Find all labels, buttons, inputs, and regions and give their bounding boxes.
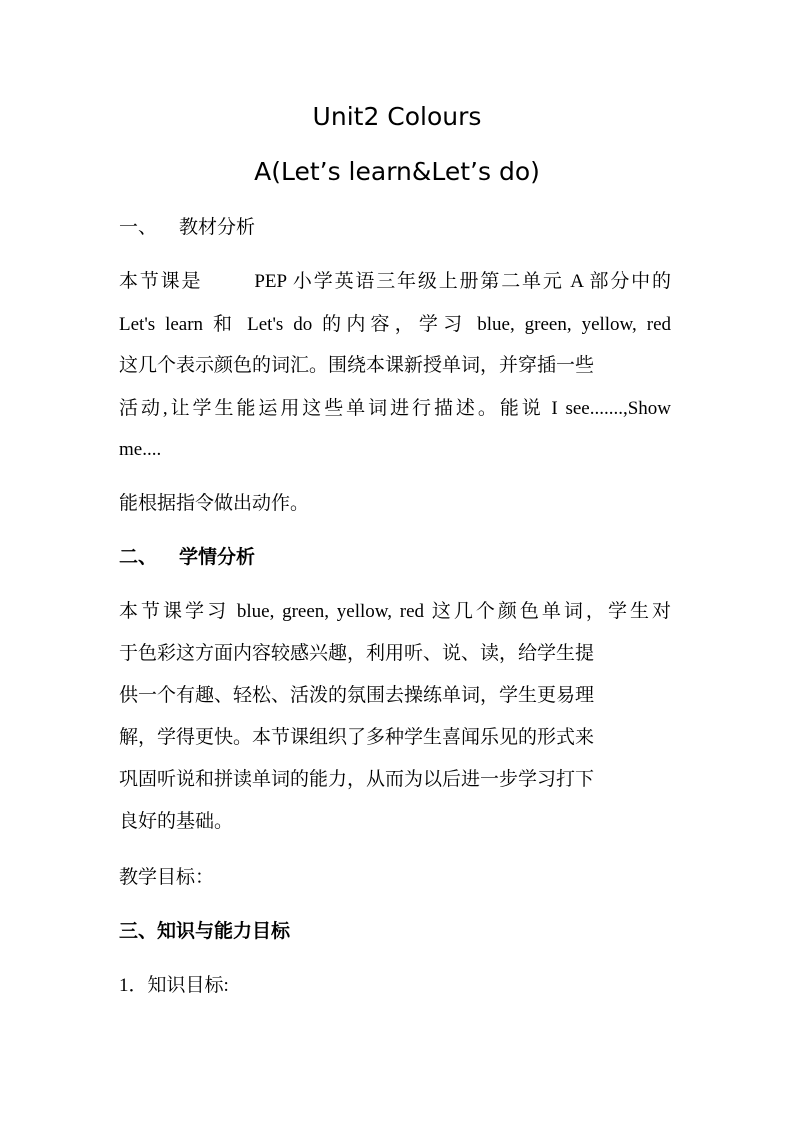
section-1-line-6: 能根据指令做出动作。 [119,493,310,514]
document-subtitle: A(Let’s learn&Let’s do) [254,157,540,186]
section-2-heading [119,544,255,572]
section-1-line-2: Let's learn 和 Let's do 的内容，学习 blue, green, yellow, red [119,314,671,335]
section-2-line-4: 解，学得更快。本节课组织了多种学生喜闻乐见的形式来 [119,727,595,748]
section-1-line-1-text: PEP 小学英语三年级上册第二单元 A 部分中的 [254,271,671,292]
section-2-line-6: 良好的基础。 [119,811,234,832]
knowledge-goal-item: 1．知识目标: [119,975,229,996]
section-1-line-5: me.... [119,439,162,460]
section-3-heading: 三、知识与能力目标 [119,921,291,942]
section-1-lead: 本节课是 [119,271,203,292]
section-2-title: 学情分析 [179,547,256,568]
section-1-line-4: 活动,让学生能运用这些单词进行描述。能说 I see.......,Show [119,398,671,419]
section-1-line-1 [119,268,671,296]
section-2-line-2: 于色彩这方面内容较感兴趣，利用听、说、读，给学生提 [119,643,595,664]
section-2-line-1: 本节课学习 blue, green, yellow, red 这几个颜色单词，学生对 [119,601,671,622]
section-2-line-3: 供一个有趣、轻松、活泼的氛围去操练单词，学生更易理 [119,685,595,706]
section-1-heading [119,214,255,242]
section-1-title: 教材分析 [179,217,256,238]
section-2-line-5: 巩固听说和拼读单词的能力，从而为以后进一步学习打下 [119,769,595,790]
section-2-number: 二、 [119,547,158,568]
document-title: Unit2 Colours [312,102,482,131]
section-1-line-3: 这几个表示颜色的词汇。围绕本课新授单词，并穿插一些 [119,355,595,376]
teaching-goals-label: 教学目标： [119,867,215,888]
section-1-number: 一、 [119,217,158,238]
